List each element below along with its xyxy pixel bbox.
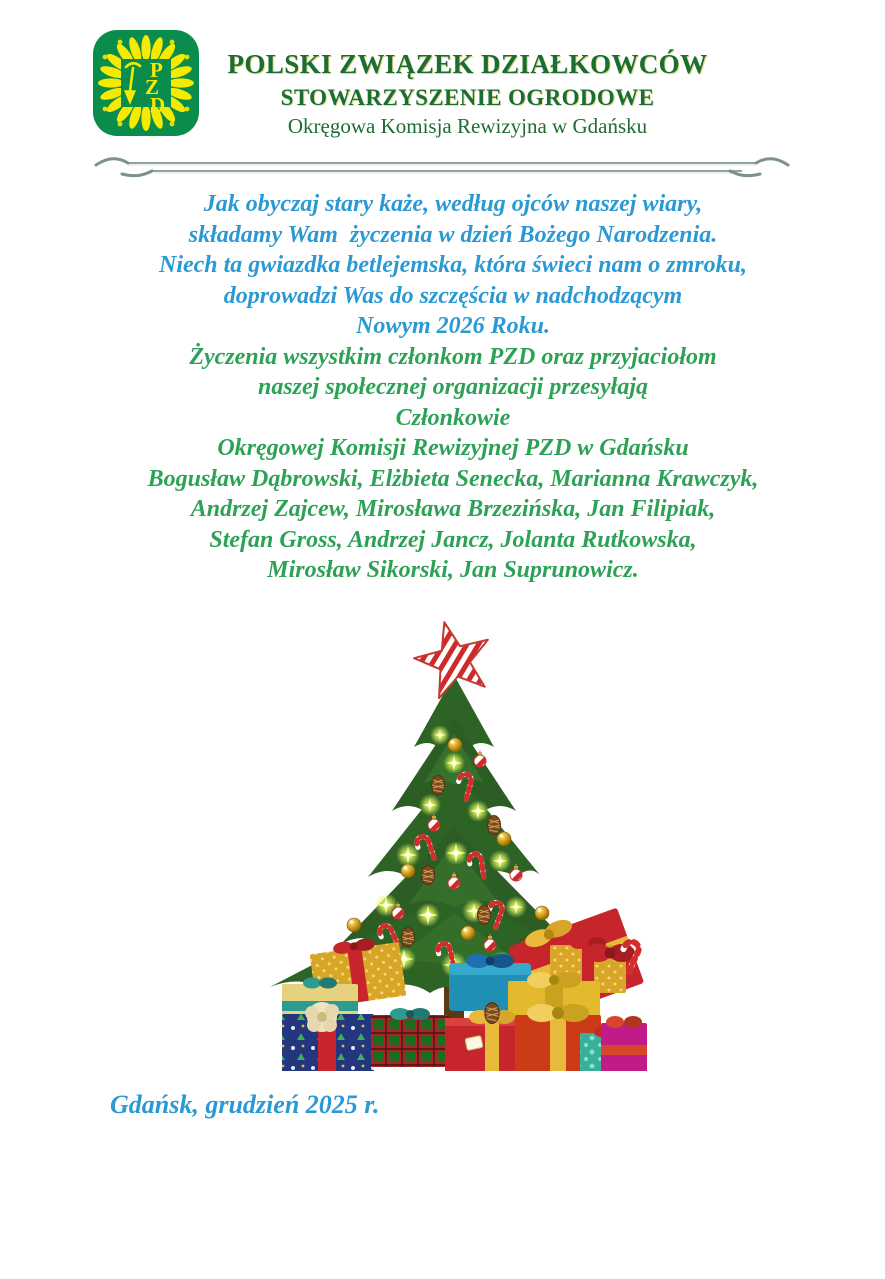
org-type: STOWARZYSZENIE OGRODOWE xyxy=(280,84,655,110)
greeting-text xyxy=(21,189,885,586)
greeting-line: Niech ta gwiazdka betlejemska, która świeci nam o zmroku, xyxy=(158,252,747,278)
gift-box xyxy=(371,1008,449,1067)
gift-box xyxy=(601,1016,647,1071)
committee-member-names: Andrzej Zajcew, Mirosława Brzezińska, Jan Filipiak, xyxy=(190,496,716,522)
ornamental-divider xyxy=(92,154,792,180)
org-unit: Okręgowa Komisja Rewizyjna w Gdańsku xyxy=(287,113,648,138)
committee-member-names: Mirosław Sikorski, Jan Suprunowicz. xyxy=(267,557,639,583)
flower-bow xyxy=(305,1002,339,1032)
committee-member-names: Bogusław Dąbrowski, Elżbieta Senecka, Marianna Krawczyk, xyxy=(147,465,759,492)
committee-member-names: Stefan Gross, Andrzej Jancz, Jolanta Rutkowska, xyxy=(209,526,697,553)
christmas-tree-illustration xyxy=(258,613,650,1071)
christmas-tree-icon xyxy=(258,613,650,1071)
header xyxy=(200,50,735,138)
greeting-line: Członkowie xyxy=(395,404,511,431)
greeting-line: składamy Wam życzenia w dzień Bożego Narodzenia. xyxy=(188,221,718,248)
greeting-line: Okręgowej Komisji Rewizyjnej PZD w Gdańsku xyxy=(217,435,689,461)
greeting-line: Życzenia wszystkim członkom PZD oraz przyjaciołom xyxy=(189,343,717,370)
sunflower-pzd-logo-icon xyxy=(92,29,200,137)
greeting-line: doprowadzi Was do szczęścia w nadchodzącym xyxy=(223,282,683,309)
org-name: POLSKI ZWIĄZEK DZIAŁKOWCÓW xyxy=(227,49,708,79)
ornamental-rule-icon xyxy=(92,154,792,180)
greeting-line: Nowym 2026 Roku. xyxy=(355,313,550,339)
logo-letter-d: D xyxy=(150,93,166,117)
pzd-logo xyxy=(92,29,200,137)
logo-letter-p: P xyxy=(150,58,163,82)
gift-tag xyxy=(465,1035,483,1050)
dateline: Gdańsk, grudzień 2025 r. xyxy=(110,1090,380,1119)
greeting-line: Jak obyczaj stary każe, według ojców naszej wiary, xyxy=(203,191,703,217)
greeting-line: naszej społecznej organizacji przesyłają xyxy=(257,374,648,400)
logo-letter-z: Z xyxy=(145,75,160,99)
